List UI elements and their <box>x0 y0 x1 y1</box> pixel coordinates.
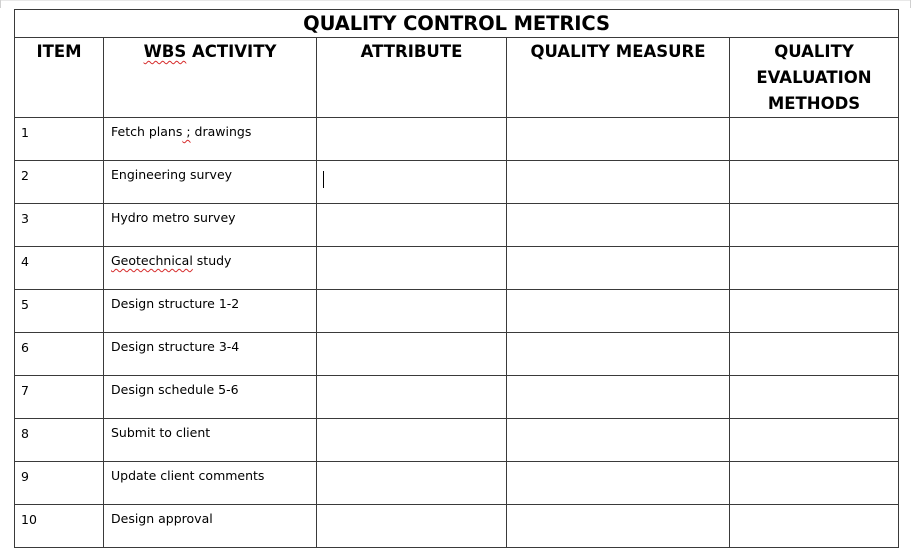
header-quality-eval-line2: EVALUATION <box>756 68 872 87</box>
item-number-cell[interactable]: 1 <box>15 118 104 161</box>
table-row <box>15 247 899 290</box>
activity-cell[interactable]: Hydro metro survey <box>104 204 317 247</box>
item-number-cell[interactable]: 3 <box>15 204 104 247</box>
table-row <box>15 462 899 505</box>
activity-text: Fetch plans <box>111 124 183 139</box>
attribute-cell[interactable] <box>317 247 507 290</box>
header-wbs-activity-rest: ACTIVITY <box>186 42 277 61</box>
attribute-cell[interactable] <box>317 161 507 204</box>
activity-cell[interactable]: Engineering survey <box>104 161 317 204</box>
activity-cell[interactable]: Design structure 3-4 <box>104 333 317 376</box>
evaluation-method-cell[interactable] <box>730 462 899 505</box>
header-wbs-activity[interactable] <box>104 38 317 118</box>
table-row <box>15 118 899 161</box>
evaluation-method-cell[interactable] <box>730 161 899 204</box>
activity-cell[interactable] <box>104 118 317 161</box>
quality-measure-cell[interactable] <box>507 462 730 505</box>
quality-control-metrics-table <box>14 9 899 548</box>
quality-measure-cell[interactable] <box>507 247 730 290</box>
quality-measure-cell[interactable] <box>507 376 730 419</box>
header-quality-eval-line3: METHODS <box>767 94 861 113</box>
header-quality-evaluation-methods[interactable] <box>730 38 899 118</box>
quality-measure-cell[interactable] <box>507 505 730 548</box>
table-row <box>15 376 899 419</box>
activity-cell[interactable]: Design schedule 5-6 <box>104 376 317 419</box>
title-row <box>15 10 899 38</box>
page-margin-marker-left <box>0 0 1 8</box>
activity-cell[interactable]: Update client comments <box>104 462 317 505</box>
table-row <box>15 333 899 376</box>
attribute-cell[interactable] <box>317 290 507 333</box>
activity-text-rest: drawings <box>190 124 252 139</box>
table-row <box>15 204 899 247</box>
evaluation-method-cell[interactable] <box>730 505 899 548</box>
quality-measure-cell[interactable] <box>507 118 730 161</box>
evaluation-method-cell[interactable] <box>730 204 899 247</box>
table-row <box>15 161 899 204</box>
evaluation-method-cell[interactable] <box>730 247 899 290</box>
spellcheck-word-wbs: WBS <box>143 42 187 61</box>
table-row <box>15 290 899 333</box>
text-cursor <box>323 171 324 188</box>
attribute-cell[interactable] <box>317 204 507 247</box>
header-quality-measure[interactable]: QUALITY MEASURE <box>507 38 730 118</box>
spellcheck-word-geotechnical: Geotechnical <box>111 253 193 268</box>
item-number-cell[interactable]: 8 <box>15 419 104 462</box>
attribute-cell[interactable] <box>317 333 507 376</box>
attribute-cell[interactable] <box>317 505 507 548</box>
item-number-cell[interactable]: 6 <box>15 333 104 376</box>
table-title[interactable]: QUALITY CONTROL METRICS <box>15 10 899 38</box>
activity-text-rest: study <box>192 253 232 268</box>
item-number-cell[interactable]: 2 <box>15 161 104 204</box>
item-number-cell[interactable]: 5 <box>15 290 104 333</box>
header-quality-eval-line1: QUALITY <box>774 42 854 61</box>
header-row <box>15 38 899 118</box>
item-number-cell[interactable]: 7 <box>15 376 104 419</box>
quality-measure-cell[interactable] <box>507 419 730 462</box>
page-edge-top <box>0 0 911 1</box>
item-number-cell[interactable]: 9 <box>15 462 104 505</box>
header-item[interactable]: ITEM <box>15 38 104 118</box>
item-number-cell[interactable]: 4 <box>15 247 104 290</box>
attribute-cell[interactable] <box>317 376 507 419</box>
header-attribute[interactable]: ATTRIBUTE <box>317 38 507 118</box>
activity-cell[interactable]: Design structure 1-2 <box>104 290 317 333</box>
quality-measure-cell[interactable] <box>507 333 730 376</box>
quality-measure-cell[interactable] <box>507 290 730 333</box>
table-row <box>15 505 899 548</box>
spellcheck-semicolon: ; <box>182 124 191 139</box>
evaluation-method-cell[interactable] <box>730 333 899 376</box>
evaluation-method-cell[interactable] <box>730 419 899 462</box>
attribute-cell[interactable] <box>317 118 507 161</box>
quality-measure-cell[interactable] <box>507 204 730 247</box>
item-number-cell[interactable]: 10 <box>15 505 104 548</box>
attribute-cell[interactable] <box>317 419 507 462</box>
activity-cell[interactable]: Design approval <box>104 505 317 548</box>
activity-cell[interactable]: Submit to client <box>104 419 317 462</box>
table-row <box>15 419 899 462</box>
activity-cell[interactable] <box>104 247 317 290</box>
evaluation-method-cell[interactable] <box>730 290 899 333</box>
evaluation-method-cell[interactable] <box>730 376 899 419</box>
quality-measure-cell[interactable] <box>507 161 730 204</box>
attribute-cell[interactable] <box>317 462 507 505</box>
evaluation-method-cell[interactable] <box>730 118 899 161</box>
